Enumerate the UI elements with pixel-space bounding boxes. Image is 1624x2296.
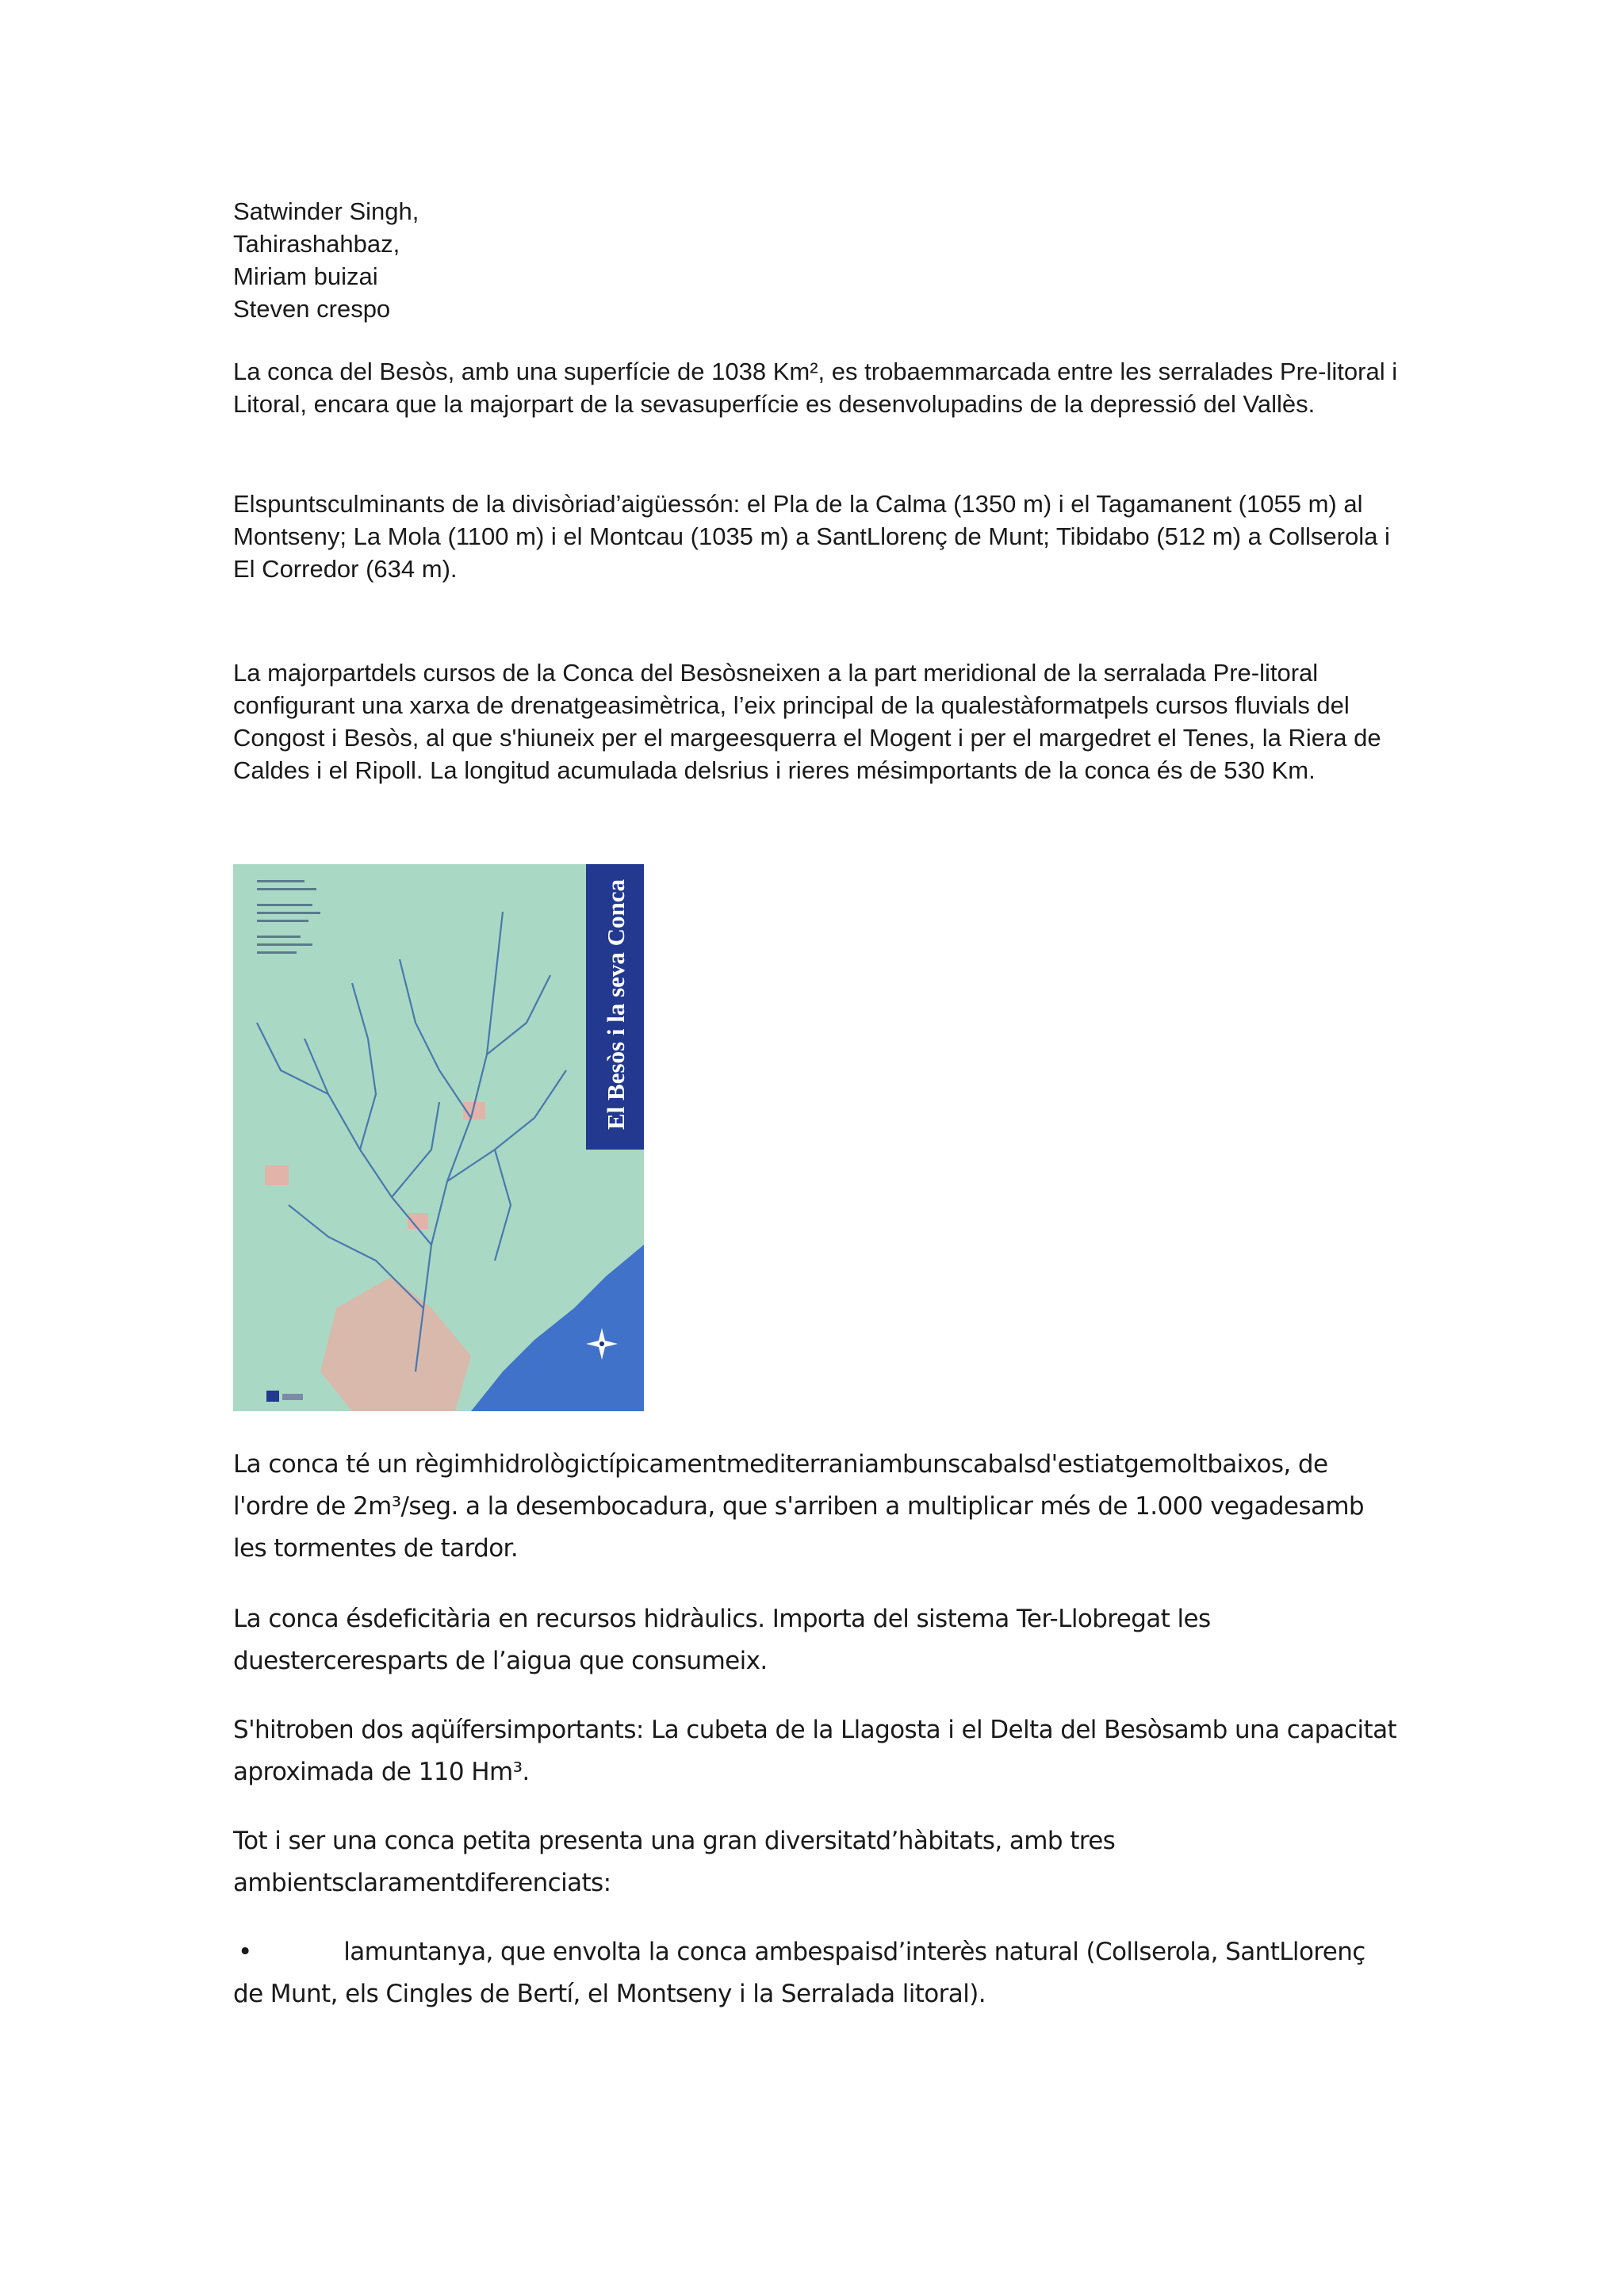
paragraph-drainage: La majorpartdels cursos de la Conca del Besòsneixen a la part meridional de la serralada Pre-litoral configurant una xarxa de drenatgeasimètrica, l’eix principal de la qualestàformatpels cursos fluvials del Congost i Besòs, al que s'hiuneix per el margeesquerra el Mogent i per el margedret el Tenes, la Riera de Caldes i el Ripoll. La longitud acumulada delsrius i rieres mésimportants de la conca és de 530 Km.	[233, 659, 1381, 784]
basin-map-illustration	[233, 864, 644, 1411]
paragraph-habitats: Tot i ser una conca petita presenta una gran diversitatd’hàbitats, amb tres ambientsclaramentdiferenciats:	[233, 1827, 1116, 1897]
author-name: Miriam buizai	[233, 262, 378, 290]
paragraph-water-deficit: La conca ésdeficitària en recursos hidràulics. Importa del sistema Ter-Llobregat les duesterceresparts de l’aigua que consumeix.	[233, 1605, 1211, 1675]
paragraph-basin-area: La conca del Besòs, amb una superfície de 1038 Km², es trobaemmarcada entre les serralades Pre-litoral i Litoral, encara que la majorpart de la sevasuperfície es desenvolupadins de la depressió del Vallès.	[233, 358, 1398, 418]
publisher-logo-icon	[266, 1391, 279, 1402]
map-urban-area	[265, 1165, 289, 1185]
author-list	[233, 195, 419, 325]
bullet-mark: •	[238, 1938, 252, 1966]
author-name: Satwinder Singh,	[233, 197, 419, 225]
paragraph-aquifers: S'hitroben dos aqüífersimportants: La cubeta de la Llagosta i el Delta del Besòsamb una capacitat aproximada de 110 Hm³.	[233, 1716, 1397, 1786]
author-name: Tahirashahbaz,	[233, 230, 400, 258]
map-title: El Besòs i la seva Conca	[602, 878, 630, 1130]
author-name: Steven crespo	[233, 295, 391, 323]
basin-map-figure	[233, 864, 644, 1411]
bullet-text: lamuntanya, que envolta la conca ambespaisd’interès natural (Collserola, SantLlorenç de Munt, els Cingles de Bertí, el Montseny i la Serralada litoral).	[233, 1938, 1365, 2008]
publisher-logo-icon	[282, 1394, 303, 1400]
paragraph-hydrology: La conca té un règimhidrològictípicamentmediterraniambunscabalsd'estiatgemoltbaixos, de l'ordre de 2m³/seg. a la desembocadura, que s'arriben a multiplicar més de 1.000 vegadesamb les tormentes de tardor.	[233, 1450, 1365, 1563]
bullet-item	[233, 1931, 1399, 2015]
paragraph-summits: Elspuntsculminants de la divisòriad’aigüessón: el Pla de la Calma (1350 m) i el Tagamanent (1055 m) al Montseny; La Mola (1100 m) i el Montcau (1035 m) a SantLlorenç de Munt; Tibidabo (512 m) a Collserola i El Corredor (634 m).	[233, 490, 1390, 583]
